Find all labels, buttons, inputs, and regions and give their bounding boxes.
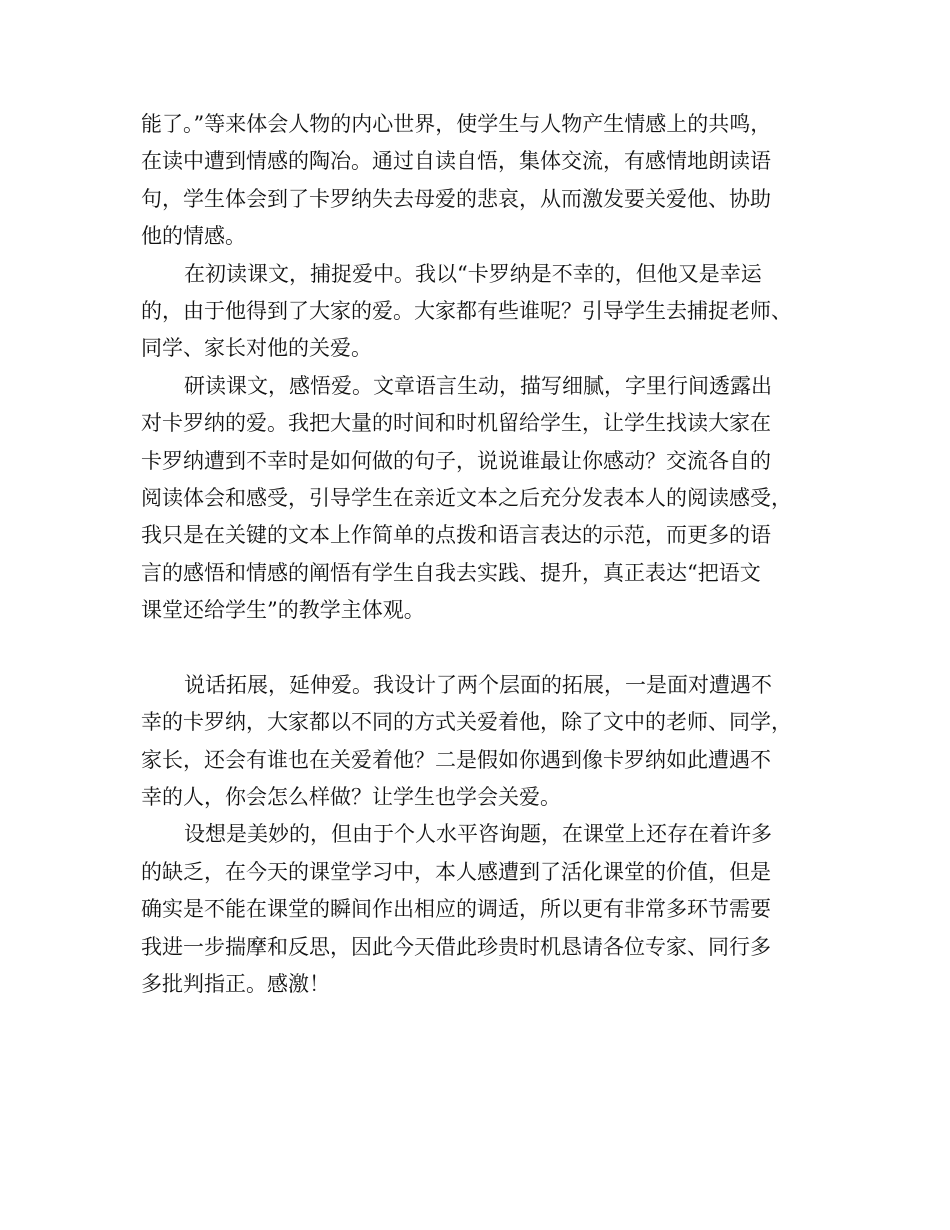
document-body xyxy=(141,106,831,1003)
text-line: 的，由于他得到了大家的爱。大家都有些谁呢？引导学生去捕捉老师、 xyxy=(141,298,792,323)
text-line: 他的情感。 xyxy=(141,224,246,249)
text-line: 课堂还给学生”的教学主体观。 xyxy=(141,598,425,623)
text-line: 言的感悟和情感的阐悟有学生自我去实践、提升，真正表达“把语文 xyxy=(141,560,761,585)
text-line: 说话拓展，延伸爱。我设计了两个层面的拓展，一是面对遭遇不 xyxy=(184,672,772,697)
paragraph-3 xyxy=(141,368,831,667)
text-line: 在读中遭到情感的陶冶。通过自读自悟，集体交流，有感情地朗读语 xyxy=(141,149,771,174)
text-line: 研读课文，感悟爱。文章语言生动，描写细腻，字里行间透露出 xyxy=(184,373,772,398)
text-line: 幸的人，你会怎么样做？让学生也学会关爱。 xyxy=(141,785,561,810)
text-line: 设想是美妙的，但由于个人水平咨询题，在课堂上还存在着许多 xyxy=(184,822,772,847)
paragraph-4 xyxy=(141,667,831,817)
text-line: 同学、家长对他的关爱。 xyxy=(141,336,372,361)
text-line: 对卡罗纳的爱。我把大量的时间和时机留给学生，让学生找读大家在 xyxy=(141,411,771,436)
text-line: 能了。”等来体会人物的内心世界，使学生与人物产生情感上的共鸣， xyxy=(141,112,772,136)
text-line: 幸的卡罗纳，大家都以不同的方式关爱着他，除了文中的老师、同学， xyxy=(141,710,792,735)
paragraph-5 xyxy=(141,816,831,1003)
text-line: 阅读体会和感受，引导学生在亲近文本之后充分发表本人的阅读感受， xyxy=(141,485,792,510)
text-line: 卡罗纳遭到不幸时是如何做的句子，说说谁最让你感动？交流各自的 xyxy=(141,448,771,473)
text-line: 确实是不能在课堂的瞬间作出相应的调适，所以更有非常多环节需要 xyxy=(141,897,771,922)
text-line xyxy=(141,629,831,666)
text-line: 的缺乏，在今天的课堂学习中，本人感遭到了活化课堂的价值，但是 xyxy=(141,859,771,884)
text-line: 我只是在关键的文本上作简单的点拨和语言表达的示范，而更多的语 xyxy=(141,523,771,548)
paragraph-2 xyxy=(141,256,831,368)
text-line: 家长，还会有谁也在关爱着他？二是假如你遇到像卡罗纳如此遭遇不 xyxy=(141,747,771,772)
text-line: 在初读课文，捕捉爱中。我以“卡罗纳是不幸的，但他又是幸运 xyxy=(184,261,762,286)
text-line: 我进一步揣摩和反思，因此今天借此珍贵时机恳请各位专家、同行多 xyxy=(141,934,771,959)
text-line: 句，学生体会到了卡罗纳失去母爱的悲哀，从而激发要关爱他、协助 xyxy=(141,186,771,211)
paragraph-1 xyxy=(141,106,831,256)
text-line: 多批判指正。感激！ xyxy=(141,971,330,996)
